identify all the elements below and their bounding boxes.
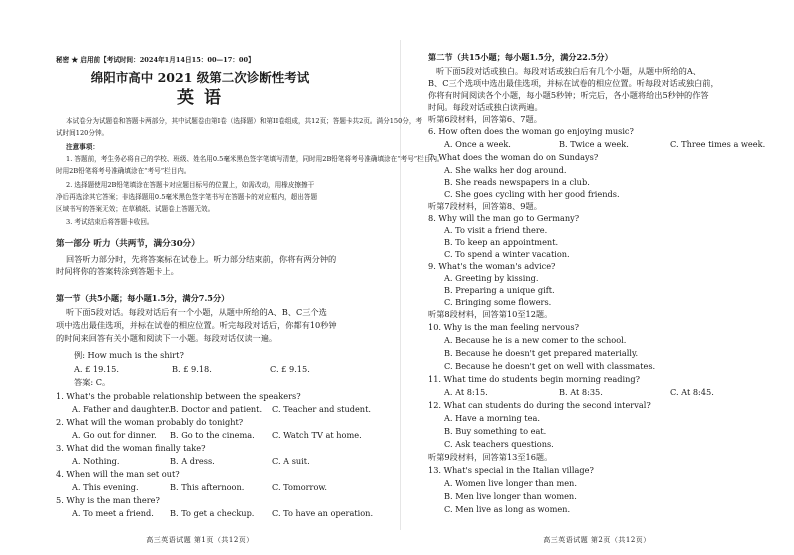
q3-option-a: A. Nothing.	[72, 456, 120, 466]
q6-option-a: A. Once a week.	[444, 139, 511, 149]
example-option-c: C. £ 9.15.	[270, 364, 310, 374]
question-12: 12. What can students do during the second interval?	[428, 400, 651, 410]
q5-option-c: C. To have an operation.	[272, 508, 374, 518]
group-8-heading: 听第8段材料，回答第10至12题。	[428, 309, 553, 319]
q13-option-a: A. Women live longer than men.	[444, 478, 577, 488]
group-6-heading: 听第6段材料，回答第6、7题。	[428, 114, 542, 124]
question-7: 7. What does the woman do on Sundays?	[428, 152, 599, 162]
secret-line: 秘密 ★ 启用前【考试时间：2024年1月14日15：00—17：00】	[56, 56, 255, 64]
q7-option-b: B. She reads newspapers in a club.	[444, 177, 590, 187]
q1-option-a: A. Father and daughter.	[72, 404, 171, 414]
q1-option-c: C. Teacher and student.	[272, 404, 371, 414]
question-5: 5. Why is the man there?	[56, 495, 160, 505]
example-option-b: B. £ 9.18.	[172, 364, 212, 374]
question-4: 4. When will the man set out?	[56, 469, 180, 479]
q2-option-b: B. Go to the cinema.	[170, 430, 255, 440]
question-10: 10. Why is the man feeling nervous?	[428, 322, 580, 332]
question-9: 9. What's the woman's advice?	[428, 261, 556, 271]
intro-line-2: 试时间120分钟。	[56, 129, 109, 137]
q11-option-b: B. At 8:35.	[559, 387, 603, 397]
note-2-cont-2: 区域书写的答案无效；在草稿纸、试题卷上答题无效。	[56, 205, 215, 213]
question-3: 3. What did the woman finally take?	[56, 443, 206, 453]
note-2-cont-1: 净后再选涂其它答案；非选择题用0.5毫米黑色签字笔书写在答题卡的对应框内，超出答题	[56, 193, 318, 201]
section1-title: 第一节（共5小题；每小题1.5分，满分7.5分）	[56, 293, 230, 303]
notes-title: 注意事项：	[66, 143, 99, 151]
section2-intro-1: 听下面5段对话或独白。每段对话或独白后有几个小题，从题中所给的A、	[436, 66, 701, 76]
q3-option-b: B. A dress.	[170, 456, 215, 466]
subject-title: 英 语	[177, 88, 223, 108]
q4-option-c: C. Tomorrow.	[272, 482, 328, 492]
section2-intro-4: 时间。每段对话或独白读两遍。	[428, 102, 543, 112]
q5-option-a: A. To meet a friend.	[72, 508, 154, 518]
q3-option-c: C. A suit.	[272, 456, 310, 466]
q8-option-b: B. To keep an appointment.	[444, 237, 559, 247]
q11-option-a: A. At 8:15.	[444, 387, 488, 397]
q5-option-b: B. To get a checkup.	[170, 508, 255, 518]
example-question: 例: How much is the shirt?	[74, 350, 184, 360]
question-8: 8. Why will the man go to Germany?	[428, 213, 580, 223]
q1-option-b: B. Doctor and patient.	[170, 404, 263, 414]
note-1: 1. 答题前，考生务必将自己的学校、班级、姓名用0.5毫米黑色签字笔填写清楚，同时用2B铅笔将考号准确填涂在“考号”栏目内。	[66, 155, 444, 163]
note-1-cont: 时用2B铅笔将考号准确填涂在“考号”栏目内。	[56, 167, 191, 175]
q7-option-c: C. She goes cycling with her good friends.	[444, 189, 620, 199]
question-6: 6. How often does the woman go enjoying music?	[428, 126, 634, 136]
example-option-a: A. £ 19.15.	[74, 364, 119, 374]
q8-option-a: A. To visit a friend there.	[444, 225, 548, 235]
part1-title: 第一部分 听力（共两节，满分30分）	[56, 239, 200, 249]
section2-title: 第二节（共15小题；每小题1.5分，满分22.5分）	[428, 52, 613, 62]
q13-option-b: B. Men live longer than women.	[444, 491, 577, 501]
q10-option-a: A. Because he is a new comer to the school.	[444, 335, 627, 345]
note-2: 2. 选择题使用2B铅笔填涂在答题卡对应题目标号的位置上，如需改动，用橡皮擦擦干	[66, 181, 315, 189]
q13-option-c: C. Men live as long as women.	[444, 504, 571, 514]
question-11: 11. What time do students begin morning reading?	[428, 374, 641, 384]
part1-intro-1: 回答听力部分时，先将答案标在试卷上。听力部分结束前，你将有两分钟的	[66, 254, 337, 264]
part1-intro-2: 时间将你的答案转涂到答题卡上。	[56, 266, 179, 276]
q2-option-a: A. Go out for dinner.	[72, 430, 157, 440]
group-7-heading: 听第7段材料，回答第8、9题。	[428, 201, 542, 211]
note-3: 3. 考试结束后将答题卡收回。	[66, 218, 154, 226]
q11-option-c: C. At 8:45.	[670, 387, 714, 397]
q12-option-b: B. Buy something to eat.	[444, 426, 547, 436]
q6-option-b: B. Twice a week.	[559, 139, 629, 149]
q4-option-b: B. This afternoon.	[170, 482, 245, 492]
page-2	[400, 0, 794, 555]
intro-line-1: 本试卷分为试题卷和答题卡两部分，其中试题卷由第I卷（选择题）和第II卷组成，共12页；答题卡共2页。满分150分，考	[66, 117, 423, 125]
q7-option-a: A. She walks her dog around.	[444, 165, 567, 175]
example-answer: 答案: C。	[74, 377, 111, 387]
q10-option-c: C. Because he doesn't get on well with classmates.	[444, 361, 656, 371]
group-9-heading: 听第9段材料，回答第13至16题。	[428, 452, 553, 462]
section2-intro-3: 你将有时间阅读各个小题，每小题5秒钟；听完后，各小题将给出5秒钟的作答	[428, 90, 709, 100]
q6-option-c: C. Three times a week.	[670, 139, 766, 149]
q9-option-a: A. Greeting by kissing.	[444, 273, 539, 283]
page-2-footer: 高三英语试题 第2页（共12页）	[543, 536, 651, 544]
q12-option-c: C. Ask teachers questions.	[444, 439, 554, 449]
question-1: 1. What's the probable relationship between the speakers?	[56, 391, 301, 401]
section2-intro-2: B、C三个选项中选出最佳选项，并标在试卷的相应位置。听每段对话或独白前，	[428, 78, 719, 88]
q8-option-c: C. To spend a winter vacation.	[444, 249, 570, 259]
section1-intro-2: 项中选出最佳选项，并标在试卷的相应位置。听完每段对话后，你都有10秒钟	[56, 320, 337, 330]
section1-intro-1: 听下面5段对话。每段对话后有一个小题，从题中所给的A、B、C三个选	[66, 307, 327, 317]
q12-option-a: A. Have a morning tea.	[444, 413, 540, 423]
page-1-footer: 高三英语试题 第1页（共12页）	[146, 536, 254, 544]
q9-option-c: C. Bringing some flowers.	[444, 297, 552, 307]
section1-intro-3: 的时间来回答有关小题和阅读下一小题。每段对话仅读一遍。	[56, 333, 278, 343]
q4-option-a: A. This evening.	[72, 482, 139, 492]
exam-title: 绵阳市高中 2021 级第二次诊断性考试	[90, 70, 310, 85]
question-13: 13. What's special in the Italian village?	[428, 465, 594, 475]
q9-option-b: B. Preparing a unique gift.	[444, 285, 555, 295]
q2-option-c: C. Watch TV at home.	[272, 430, 362, 440]
question-2: 2. What will the woman probably do tonight?	[56, 417, 244, 427]
q10-option-b: B. Because he doesn't get prepared materially.	[444, 348, 639, 358]
